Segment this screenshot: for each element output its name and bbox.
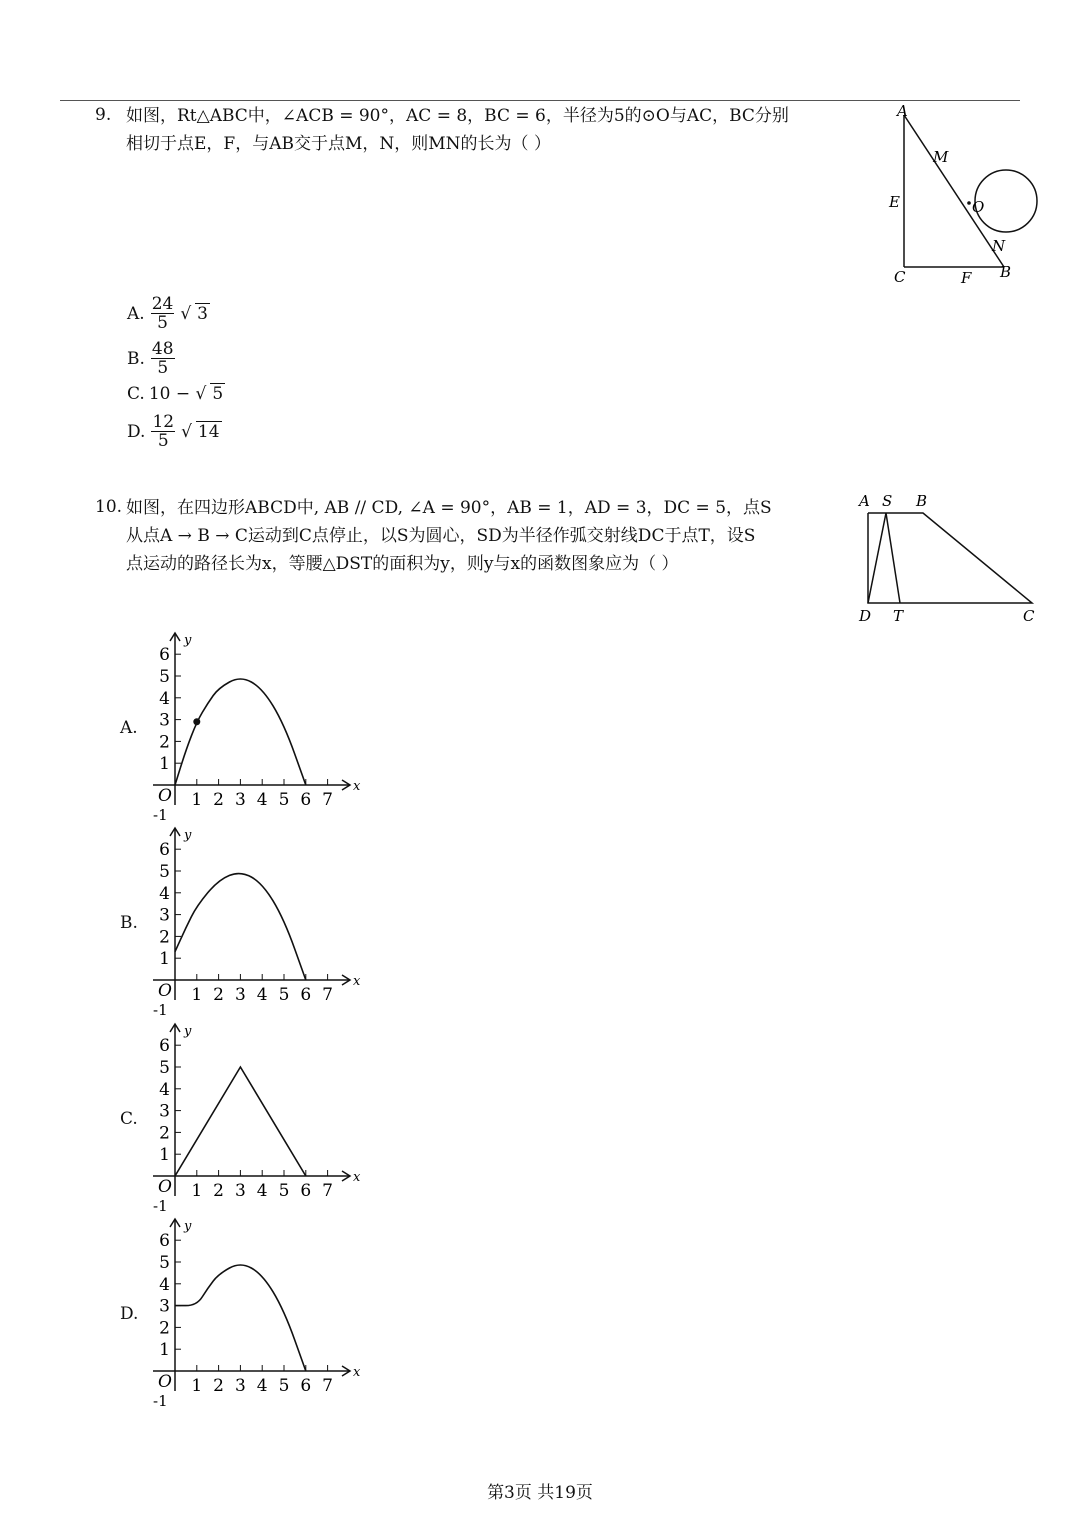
x-tick-label: 1 bbox=[191, 1181, 203, 1201]
fraction bbox=[151, 340, 175, 377]
q10-figure bbox=[855, 490, 1045, 630]
x-tick-label: 3 bbox=[234, 790, 246, 810]
neg-one-label: -1 bbox=[153, 806, 168, 822]
q10-option-c-label[interactable]: C. bbox=[120, 1109, 138, 1129]
x-tick-label: 6 bbox=[300, 1181, 312, 1201]
x-tick-label: 2 bbox=[213, 1181, 225, 1201]
q10-text bbox=[126, 494, 836, 578]
y-tick-label: 6 bbox=[159, 840, 170, 861]
denominator: 5 bbox=[157, 358, 169, 378]
q10-option-b-graph[interactable] bbox=[145, 825, 365, 1017]
x-tick-label: 5 bbox=[278, 790, 290, 810]
q9-line2: 相切于点E，F，与AB交于点M，N，则MN的长为（ ） bbox=[126, 134, 551, 154]
fig-label-T: T bbox=[893, 607, 904, 625]
fig-label-O: O bbox=[972, 198, 985, 216]
function-curve bbox=[175, 1265, 306, 1371]
q9-option-b[interactable] bbox=[127, 340, 177, 377]
numerator: 12 bbox=[152, 412, 175, 432]
fig-label-A: A bbox=[859, 492, 870, 510]
q9-line1: 如图，Rt△ABC中，∠ACB = 90°，AC = 8，BC = 6，半径为5的⊙O与AC，BC分别 bbox=[126, 106, 789, 126]
curve-point bbox=[193, 718, 200, 725]
y-axis-label: y bbox=[184, 633, 192, 648]
origin-label: O bbox=[158, 786, 172, 806]
y-tick-label: 4 bbox=[159, 1274, 170, 1295]
option-label: A. bbox=[127, 303, 145, 324]
q9-option-a[interactable] bbox=[127, 295, 210, 332]
q10-option-d-graph[interactable] bbox=[145, 1216, 365, 1408]
y-tick-label: 5 bbox=[159, 1253, 170, 1273]
numerator: 48 bbox=[151, 339, 174, 359]
y-tick-label: 3 bbox=[159, 710, 170, 731]
y-tick-label: 2 bbox=[159, 732, 170, 753]
x-tick-label: 7 bbox=[322, 985, 334, 1005]
y-tick-label: 5 bbox=[159, 667, 170, 687]
x-tick-label: 7 bbox=[322, 1181, 334, 1201]
y-tick-label: 3 bbox=[159, 1101, 170, 1122]
origin-label: O bbox=[158, 1372, 172, 1392]
y-axis-label: y bbox=[184, 828, 192, 843]
fig-label-C: C bbox=[894, 268, 906, 286]
x-axis-label: x bbox=[353, 1365, 361, 1380]
option-text: 10 − √ bbox=[148, 383, 207, 404]
fig-label-S: S bbox=[882, 492, 893, 510]
sqrt-sign: √ bbox=[181, 421, 192, 442]
sqrt-sign: √ bbox=[180, 303, 192, 324]
fig-label-N: N bbox=[992, 237, 1006, 255]
x-tick-label: 6 bbox=[300, 790, 312, 810]
y-tick-label: 6 bbox=[159, 645, 170, 666]
x-tick-label: 5 bbox=[278, 1376, 290, 1396]
function-curve bbox=[175, 874, 306, 980]
x-tick-label: 1 bbox=[191, 790, 203, 810]
denominator: 5 bbox=[157, 431, 169, 451]
fig-label-A: A bbox=[897, 102, 908, 120]
q9-number: 9. bbox=[95, 105, 112, 125]
y-tick-label: 4 bbox=[159, 688, 170, 709]
y-tick-label: 5 bbox=[159, 862, 170, 882]
y-axis-label: y bbox=[184, 1219, 192, 1234]
neg-one-label: -1 bbox=[153, 1197, 168, 1213]
x-tick-label: 2 bbox=[213, 790, 225, 810]
neg-one-label: -1 bbox=[153, 1392, 168, 1408]
fraction bbox=[151, 413, 175, 450]
page-footer: 第3页 共19页 bbox=[487, 1483, 593, 1503]
radicand: 5 bbox=[212, 384, 224, 404]
x-tick-label: 7 bbox=[322, 1376, 334, 1396]
fig-label-D: D bbox=[859, 607, 872, 625]
x-axis-label: x bbox=[353, 779, 361, 794]
header-rule bbox=[60, 100, 1020, 101]
y-tick-label: 4 bbox=[159, 1079, 170, 1100]
y-tick-label: 2 bbox=[159, 1123, 170, 1144]
numerator: 24 bbox=[151, 294, 174, 314]
q10-option-b-label[interactable]: B. bbox=[120, 913, 138, 933]
function-curve bbox=[175, 1067, 306, 1176]
x-tick-label: 1 bbox=[191, 1376, 203, 1396]
fig-label-M: M bbox=[933, 148, 949, 166]
x-tick-label: 5 bbox=[278, 1181, 290, 1201]
q10-option-c-graph[interactable] bbox=[145, 1021, 365, 1213]
x-tick-label: 4 bbox=[256, 790, 268, 810]
x-tick-label: 3 bbox=[234, 985, 246, 1005]
q9-text bbox=[126, 102, 836, 158]
q10-option-d-label[interactable]: D. bbox=[120, 1304, 139, 1324]
option-label: C. bbox=[127, 383, 145, 404]
fig-label-B: B bbox=[1000, 263, 1012, 281]
y-tick-label: 6 bbox=[159, 1036, 170, 1057]
q10-number: 10. bbox=[95, 497, 123, 517]
option-label: D. bbox=[127, 421, 146, 442]
fig-label-F: F bbox=[961, 269, 972, 287]
q10-option-a-graph[interactable] bbox=[145, 630, 365, 822]
fig-label-C: C bbox=[1023, 607, 1035, 625]
q10-line1: 如图，在四边形ABCD中, AB // CD, ∠A = 90°，AB = 1，AD = 3，DC = 5，点S bbox=[126, 498, 772, 518]
x-tick-label: 2 bbox=[213, 985, 225, 1005]
y-tick-label: 1 bbox=[159, 1340, 170, 1361]
y-tick-label: 2 bbox=[159, 1318, 170, 1339]
y-tick-label: 5 bbox=[159, 1058, 170, 1078]
q9-option-d[interactable] bbox=[127, 413, 222, 450]
x-tick-label: 5 bbox=[278, 985, 290, 1005]
x-tick-label: 4 bbox=[256, 1376, 268, 1396]
x-tick-label: 3 bbox=[234, 1181, 246, 1201]
y-tick-label: 4 bbox=[159, 883, 170, 904]
x-tick-label: 2 bbox=[213, 1376, 225, 1396]
q9-figure bbox=[880, 100, 1050, 290]
y-tick-label: 3 bbox=[159, 905, 170, 926]
radicand: 3 bbox=[197, 304, 208, 324]
x-tick-label: 6 bbox=[300, 985, 312, 1005]
y-tick-label: 3 bbox=[159, 1296, 170, 1317]
denominator: 5 bbox=[157, 313, 168, 333]
y-axis-label: y bbox=[184, 1024, 192, 1039]
y-tick-label: 6 bbox=[159, 1231, 170, 1252]
origin-label: O bbox=[158, 1177, 172, 1197]
x-tick-label: 1 bbox=[191, 985, 203, 1005]
x-tick-label: 6 bbox=[300, 1376, 312, 1396]
q10-line2: 从点A → B → C运动到C点停止，以S为圆心，SD为半径作弧交射线DC于点T，设S bbox=[126, 526, 756, 546]
x-axis-label: x bbox=[353, 974, 361, 989]
x-tick-label: 3 bbox=[234, 1376, 246, 1396]
fraction bbox=[151, 295, 175, 332]
q10-option-a-label[interactable]: A. bbox=[120, 718, 138, 738]
y-tick-label: 1 bbox=[159, 1145, 170, 1166]
function-curve bbox=[175, 679, 306, 785]
radicand: 14 bbox=[197, 422, 220, 442]
origin-label: O bbox=[158, 981, 172, 1001]
q9-option-c[interactable] bbox=[127, 383, 225, 404]
y-tick-label: 1 bbox=[159, 754, 170, 775]
q10-line3: 点运动的路径长为x，等腰△DST的面积为y，则y与x的函数图象应为（ ） bbox=[126, 554, 679, 574]
x-tick-label: 4 bbox=[256, 1181, 268, 1201]
x-tick-label: 4 bbox=[256, 985, 268, 1005]
y-tick-label: 1 bbox=[159, 949, 170, 970]
y-tick-label: 2 bbox=[159, 927, 170, 948]
neg-one-label: -1 bbox=[153, 1001, 168, 1017]
fig-label-E: E bbox=[889, 193, 900, 211]
x-axis-label: x bbox=[353, 1170, 361, 1185]
fig-label-B: B bbox=[916, 492, 928, 510]
x-tick-label: 7 bbox=[322, 790, 334, 810]
option-label: B. bbox=[127, 348, 145, 369]
